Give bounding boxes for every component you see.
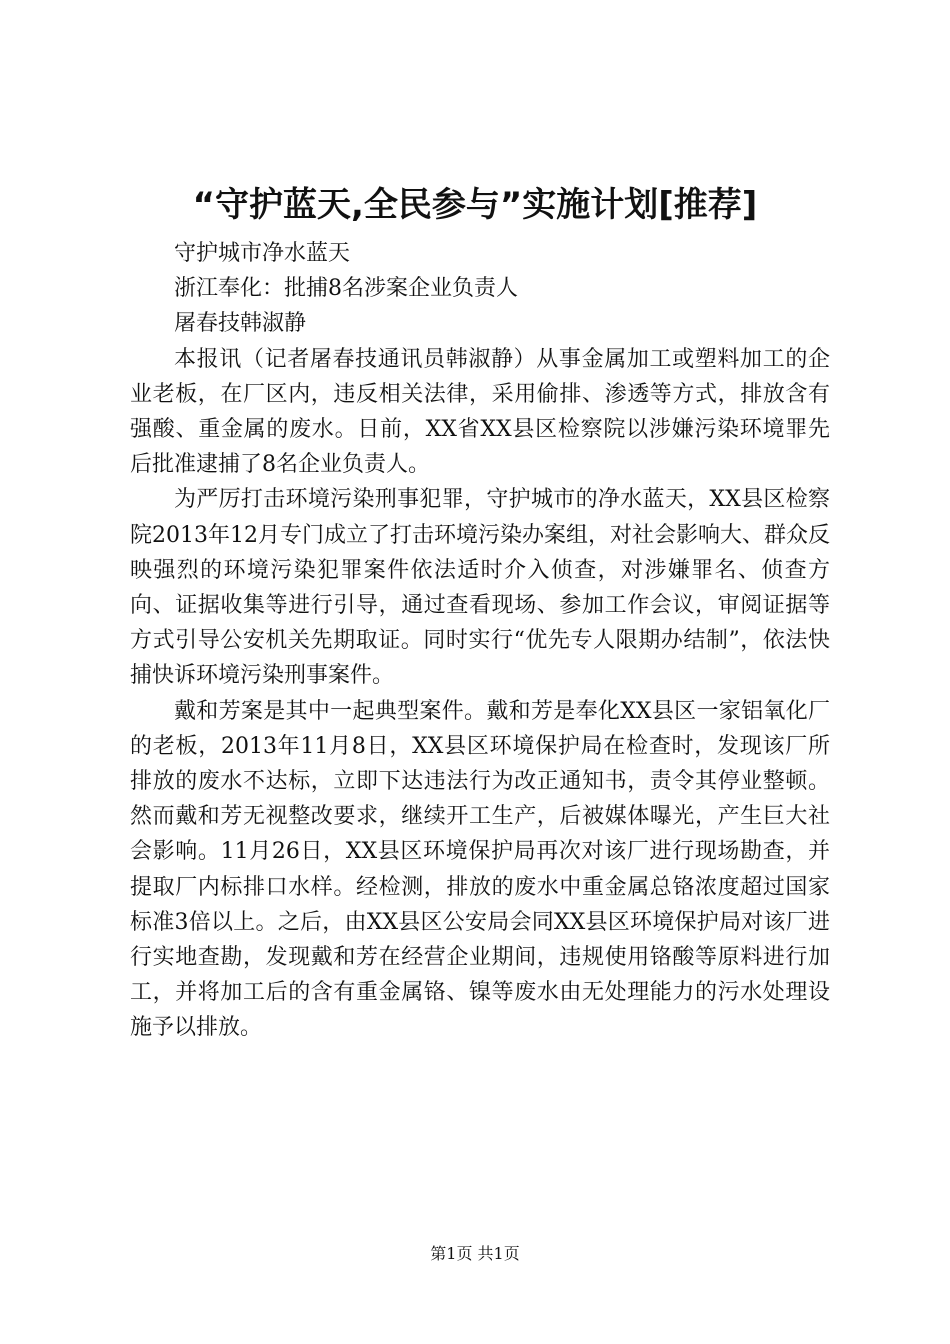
- document-body: [130, 236, 830, 1046]
- document-title: “守护蓝天,全民参与”实施计划[推荐]: [192, 185, 758, 225]
- subtitle-line-2: 浙江奉化：批捕8名涉案企业负责人: [174, 276, 518, 302]
- subtitle-line-1: 守护城市净水蓝天: [174, 241, 351, 266]
- paragraph-2: 为严厉打击环境污染刑事犯罪，守护城市的净水蓝天，XX县区检察院2013年12月专门成立了打击环境污染办案组，对社会影响大、群众反映强烈的环境污染犯罪案件依法适时介入侦查，对涉嫌罪名、侦查方向、证据收集等进行引导，通过查看现场、参加工作会议，审阅证据等方式引导公安机关先期取证。同时实行“优先专人限期办结制”，依法快捕快诉环境污染刑事案件。: [130, 487, 830, 689]
- page-number-footer: 第1页 共1页: [430, 1244, 520, 1263]
- byline: 屠春技韩淑静: [174, 311, 307, 337]
- paragraph-3: 戴和芳案是其中一起典型案件。戴和芳是奉化XX县区一家铝氧化厂的老板，2013年11月8日，XX县区环境保护局在检查时，发现该厂所排放的废水不达标，立即下达违法行为改正通知书，责令其停业整顿。然而戴和芳无视整改要求，继续开工生产，后被媒体曝光，产生巨大社会影响。11月26日，XX县区环境保护局再次对该厂进行现场勘查，并提取厂内标排口水样。经检测，排放的废水中重金属总铬浓度超过国家标准3倍以上。之后，由XX县区公安局会同XX县区环境保护局对该厂进行实地查勘，发现戴和芳在经营企业期间，违规使用铬酸等原料进行加工，并将加工后的含有重金属铬、镍等废水由无处理能力的污水处理设施予以排放。: [130, 698, 830, 1041]
- paragraph-1: 本报讯（记者屠春技通讯员韩淑静）从事金属加工或塑料加工的企业老板，在厂区内，违反相关法律，采用偷排、渗透等方式，排放含有强酸、重金属的废水。日前，XX省XX县区检察院以涉嫌污染环境罪先后批准逮捕了8名企业负责人。: [130, 346, 830, 478]
